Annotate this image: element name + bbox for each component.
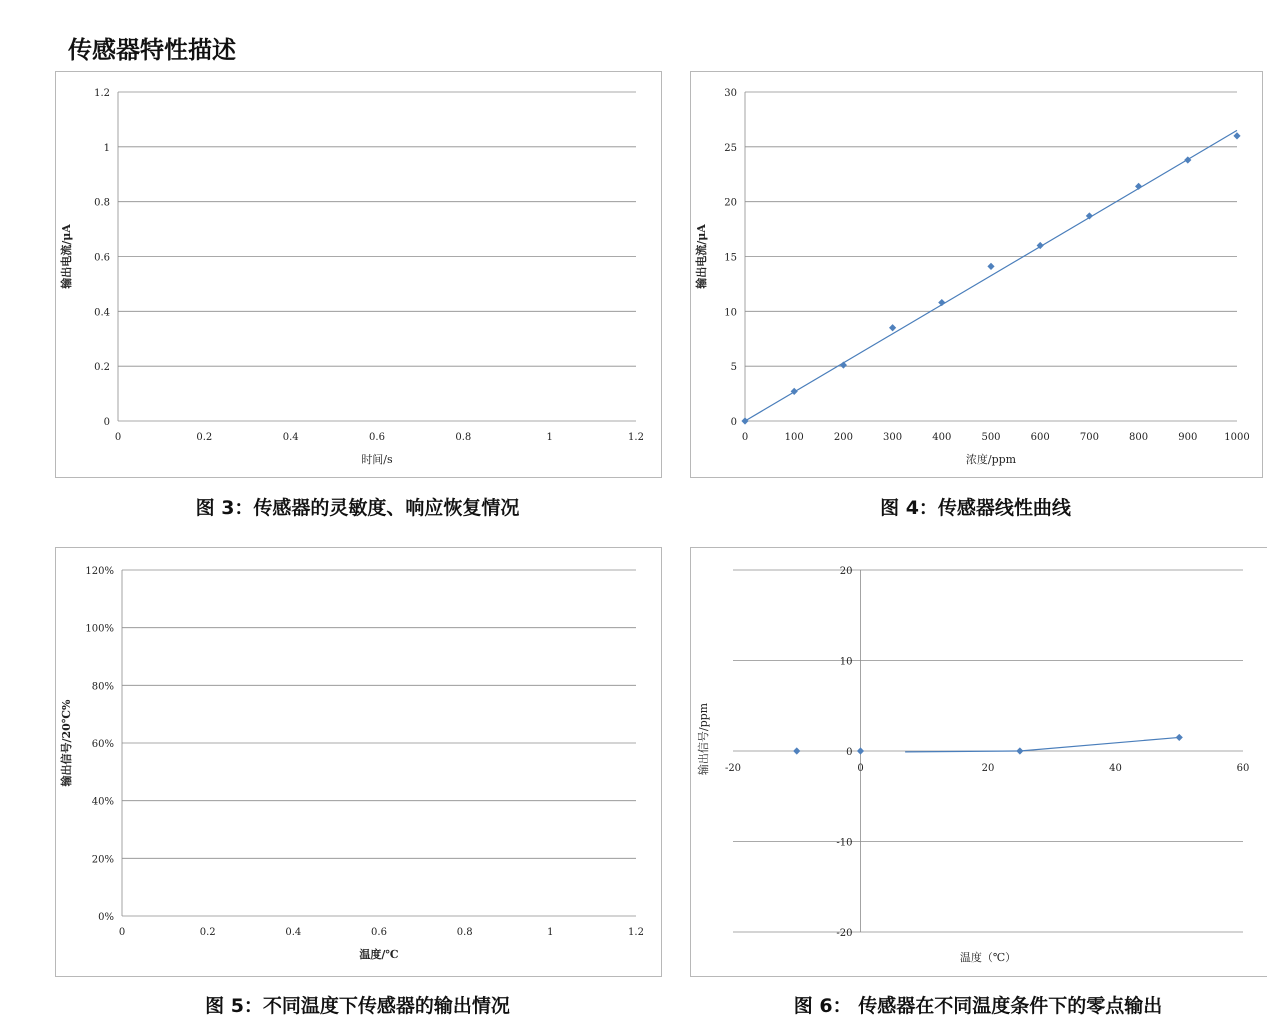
data-point <box>1135 183 1142 190</box>
y-tick-label: 1.2 <box>94 88 110 99</box>
data-point <box>889 324 896 331</box>
x-tick-label: 0 <box>114 432 122 443</box>
x-tick-label: 0 <box>118 927 126 938</box>
chart-frame-fig6 <box>690 547 1267 977</box>
y-axis-label: 输出信号/20℃% <box>60 699 73 787</box>
y-tick-label: 5 <box>730 362 737 374</box>
caption-fig5: 图 5：不同温度下传感器的输出情况 <box>205 995 510 1017</box>
x-tick-label: 40 <box>1109 763 1122 774</box>
x-tick-label: 0.4 <box>285 927 302 938</box>
chart-fig6 <box>691 548 1267 976</box>
x-tick-label: 0 <box>857 763 864 774</box>
y-tick-label: 1 <box>103 142 110 154</box>
x-tick-label: 60 <box>1236 763 1250 774</box>
y-tick-label: 100% <box>85 623 114 635</box>
y-tick-label: 0.6 <box>94 252 110 264</box>
x-tick-label: 0 <box>741 432 749 443</box>
x-axis-label: 温度（℃） <box>959 951 1017 964</box>
y-tick-label: 80% <box>91 681 114 693</box>
data-point <box>987 263 994 270</box>
y-tick-label: 120% <box>85 566 114 577</box>
y-axis-label: 输出电流/μA <box>60 224 73 289</box>
y-tick-label: 0.2 <box>94 362 110 374</box>
x-tick-label: 800 <box>1129 432 1149 443</box>
y-tick-label: 0 <box>846 747 853 758</box>
y-tick-label: 0% <box>98 912 114 923</box>
x-tick-label: 500 <box>981 432 1001 443</box>
chart-frame-fig5 <box>55 547 662 977</box>
chart-fig3 <box>56 72 661 477</box>
x-tick-label: 0.8 <box>455 432 472 443</box>
x-tick-label: 0.4 <box>282 432 299 443</box>
caption-fig3: 图 3：传感器的灵敏度、响应恢复情况 <box>195 497 520 519</box>
page-heading: 传感器特性描述 <box>68 36 236 64</box>
y-tick-label: 15 <box>724 252 737 264</box>
caption-fig4: 图 4：传感器线性曲线 <box>880 497 1071 519</box>
caption-fig6: 图 6： 传感器在不同温度条件下的零点输出 <box>793 995 1163 1017</box>
x-axis-label: 浓度/ppm <box>965 453 1017 466</box>
chart-frame-fig4 <box>690 71 1263 478</box>
x-tick-label: -20 <box>724 763 742 774</box>
data-point <box>1233 132 1240 139</box>
x-tick-label: 0.6 <box>369 432 385 443</box>
x-tick-label: 900 <box>1178 432 1198 443</box>
y-tick-label: 20 <box>839 566 853 577</box>
y-tick-label: 20 <box>724 197 737 209</box>
chart-fig5 <box>56 548 661 976</box>
x-axis-label: 温度/℃ <box>359 948 399 961</box>
y-tick-label: 0.4 <box>94 307 110 319</box>
data-point <box>741 417 748 424</box>
y-tick-label: 20% <box>91 854 114 866</box>
data-point <box>857 747 864 754</box>
x-tick-label: 1000 <box>1224 432 1250 443</box>
y-axis-label: 输出信号/ppm <box>697 702 710 776</box>
trendline <box>905 737 1179 751</box>
y-tick-label: 30 <box>724 88 737 99</box>
data-point <box>840 361 847 368</box>
y-axis-label: 输出电流/μA <box>695 224 708 289</box>
x-tick-label: 1.2 <box>628 927 644 938</box>
x-tick-label: 100 <box>784 432 804 443</box>
y-tick-label: 10 <box>724 307 737 319</box>
x-tick-label: 1 <box>547 927 554 938</box>
x-tick-label: 1.2 <box>628 432 644 443</box>
y-tick-label: -10 <box>836 837 853 849</box>
y-tick-label: -20 <box>836 928 853 939</box>
x-tick-label: 300 <box>883 432 903 443</box>
x-tick-label: 0.2 <box>199 927 216 938</box>
x-tick-label: 600 <box>1030 432 1050 443</box>
data-point <box>793 747 800 754</box>
x-tick-label: 1 <box>546 432 553 443</box>
data-point <box>938 299 945 306</box>
chart-frame-fig3 <box>55 71 662 478</box>
x-tick-label: 0.2 <box>196 432 213 443</box>
y-tick-label: 0.8 <box>94 197 110 209</box>
x-axis-label: 时间/s <box>361 453 393 466</box>
y-tick-label: 25 <box>724 142 737 154</box>
x-tick-label: 0.6 <box>371 927 387 938</box>
trendline <box>745 130 1237 421</box>
data-point <box>1016 747 1023 754</box>
data-point <box>1176 734 1183 741</box>
x-tick-label: 20 <box>981 763 995 774</box>
x-tick-label: 400 <box>932 432 952 443</box>
y-tick-label: 0 <box>103 417 110 428</box>
x-tick-label: 200 <box>833 432 853 443</box>
x-tick-label: 0.8 <box>456 927 473 938</box>
y-tick-label: 60% <box>91 739 114 750</box>
chart-fig4 <box>691 72 1262 477</box>
y-tick-label: 40% <box>91 796 114 808</box>
y-tick-label: 0 <box>730 417 737 428</box>
x-tick-label: 700 <box>1079 432 1099 443</box>
y-tick-label: 10 <box>839 656 853 668</box>
